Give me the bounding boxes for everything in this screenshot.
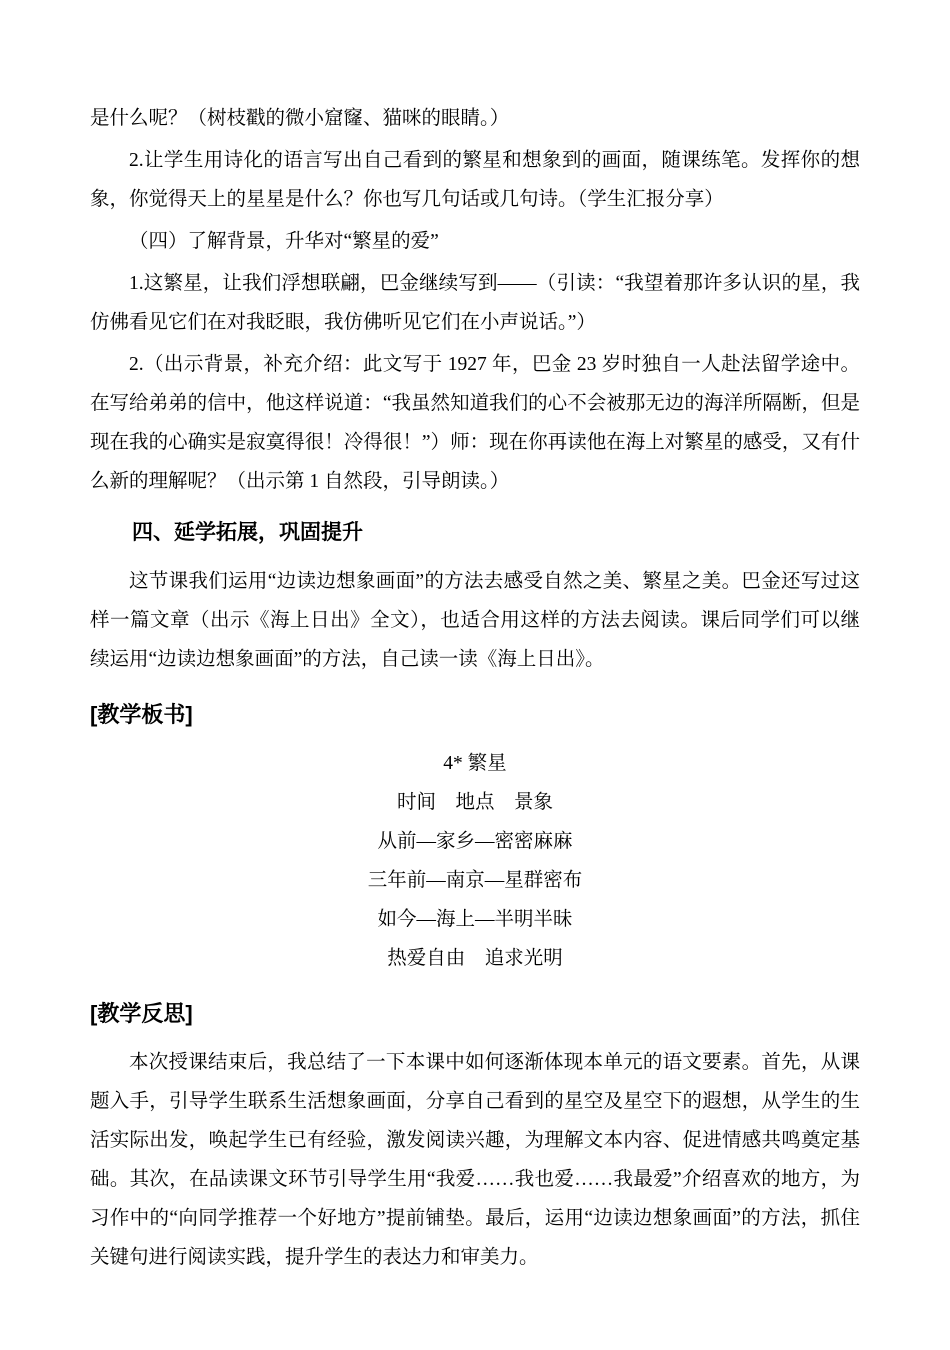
board-line-now: 如今—海上—半明半昧 xyxy=(377,909,573,930)
board-line-theme: 热爱自由 追求光明 xyxy=(387,948,563,969)
paragraph-subsection-4-title: （四）了解背景，升华对“繁星的爱” xyxy=(129,231,439,252)
paragraph-step-2-background: 2.（出示背景，补充介绍：此文写于 1927 年，巴金 23 岁时独自一人赴法留学途中。在写给弟弟的信中，他这样说道：“我虽然知道我们的心不会被那无边的海洋所隔断，但是现在我的心确实是寂寞得很！冷得很！”）师：现在你再读他在海上对繁星的感受，又有什么新的理解呢？（出示第 1 自然段，引导朗读。） xyxy=(90,354,860,492)
blackboard-design-block xyxy=(90,744,860,978)
board-line-three-years-ago: 三年前—南京—星群密布 xyxy=(367,870,583,891)
paragraph-extension-summary: 这节课我们运用“边读边想象画面”的方法去感受自然之美、繁星之美。巴金还写过这样一篇文章（出示《海上日出》全文），也适合用这样的方法去阅读。课后同学们可以继续运用“边读边想象画面”的方法，自己读一读《海上日出》。 xyxy=(90,571,860,670)
paragraph-step-1: 1.这繁星，让我们浮想联翩，巴金继续写到——（引读：“我望着那许多认识的星，我仿佛看见它们在对我眨眼，我仿佛听见它们在小声说话。”） xyxy=(90,273,860,333)
paragraph-activity-2: 2.让学生用诗化的语言写出自己看到的繁星和想象到的画面，随课练笔。发挥你的想象，你觉得天上的星星是什么？你也写几句话或几句诗。（学生汇报分享） xyxy=(90,150,860,210)
paragraph-reflection: 本次授课结束后，我总结了一下本课中如何逐渐体现本单元的语文要素。首先，从课题入手，引导学生联系生活想象画面，分享自己看到的星空及星空下的遐想，从学生的生活实际出发，唤起学生已有经验，激发阅读兴趣，为理解文本内容、促进情感共鸣奠定基础。其次，在品读课文环节引导学生用“我爱……我也爱……我最爱”介绍喜欢的地方，为习作中的“向同学推荐一个好地方”提前铺垫。最后，运用“边读边想象画面”的方法，抓住关键句进行阅读实践，提升学生的表达力和审美力。 xyxy=(90,1052,860,1268)
board-line-columns: 时间 地点 景象 xyxy=(396,792,553,813)
board-title: 4* 繁星 xyxy=(443,753,507,774)
heading-board-design: [教学板书] xyxy=(90,702,193,727)
heading-teaching-reflection: [教学反思] xyxy=(90,1001,193,1026)
section-heading-extension: 四、延学拓展，巩固提升 xyxy=(132,521,363,544)
board-line-past: 从前—家乡—密密麻麻 xyxy=(377,831,573,852)
paragraph-continuation: 是什么呢？（树枝戳的微小窟窿、猫咪的眼睛。） xyxy=(90,108,510,129)
